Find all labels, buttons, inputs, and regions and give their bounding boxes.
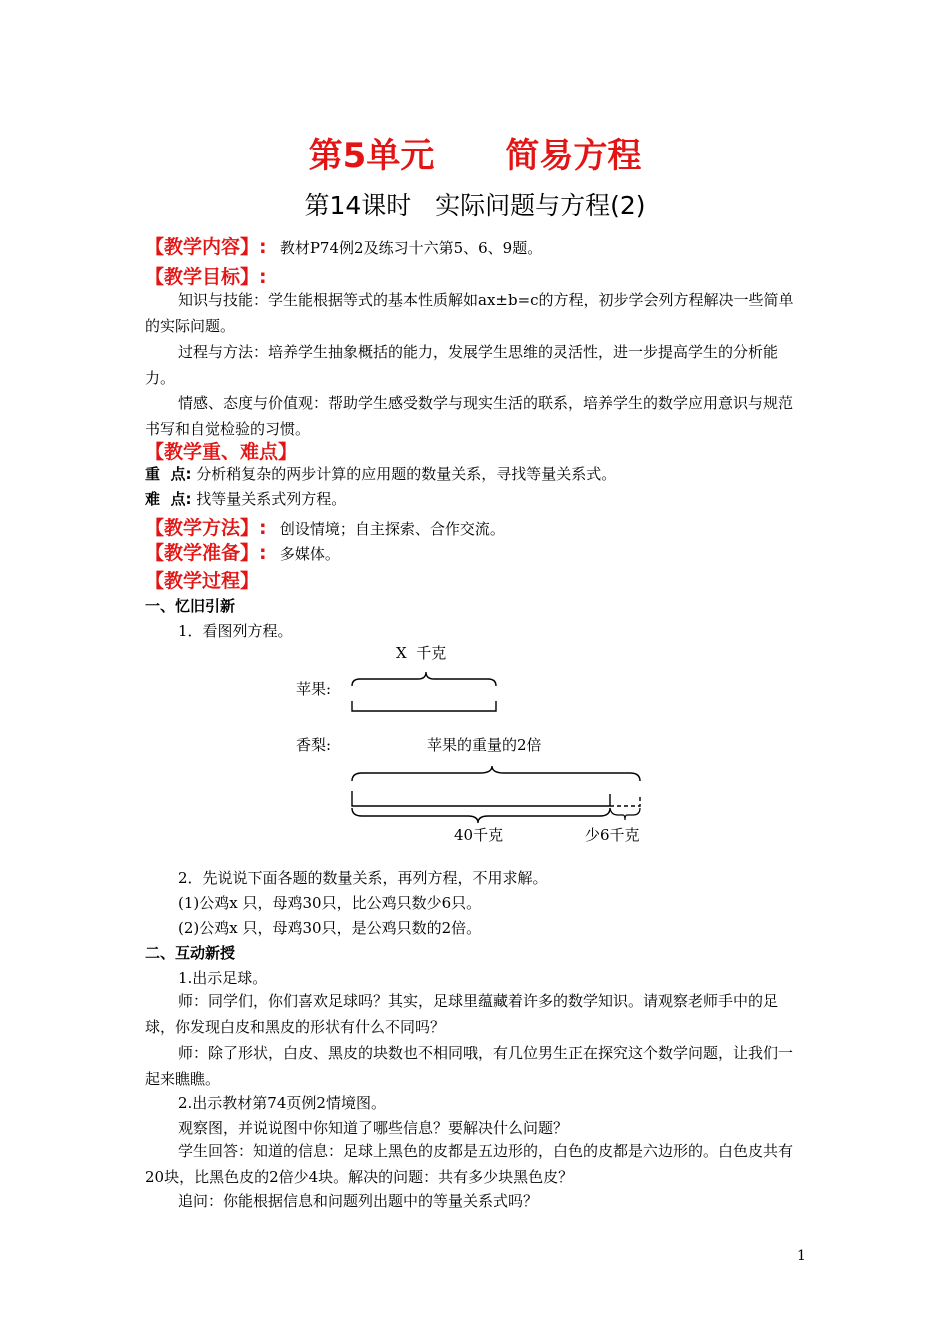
unit-title: 第5单元 简易方程 [308,136,642,176]
line-segment-diagram [280,636,680,856]
process-heading: 【教学过程】 [145,570,260,592]
apple-label: 苹果: [296,680,332,698]
part2-s6: 学生回答：知道的信息：足球上黑色的皮都是五边形的，白色的皮都是六边形的。白色皮共有20块，比黑色皮的2倍少4块。解决的问题：共有多少块黑色皮？ [145,1142,794,1186]
difficulty-label: 难 点: [145,490,192,508]
apple-brace [352,672,496,686]
pear-segment [352,791,610,806]
difficulty-text: 找等量关系式列方程。 [196,490,347,508]
method-heading: 【教学方法】: [145,517,267,539]
apple-segment [352,701,496,711]
part2-s2: 师：同学们，你们喜欢足球吗？其实，足球里蕴藏着许多的数学知识。请观察老师手中的足球，你发现白皮和黑皮的形状有什么不同吗？ [145,992,779,1036]
goal-process: 过程与方法：培养学生抽象概括的能力，发展学生思维的灵活性，进一步提高学生的分析能力。 [145,343,779,387]
part1-item2: 2．先说说下面各题的数量关系，再列方程，不用求解。 [178,869,548,887]
key-label: 重 点: [145,465,192,483]
total-label: 40千克 [454,826,504,844]
pear-brace [352,766,640,781]
total-brace [352,808,610,823]
content-heading: 【教学内容】: [145,236,267,258]
part1-sub1: (1)公鸡x 只，母鸡30只，比公鸡只数少6只。 [178,894,482,912]
key-text: 分析稍复杂的两步计算的应用题的数量关系，寻找等量关系式。 [196,465,617,483]
part2-s4: 2.出示教材第74页例2情境图。 [178,1094,386,1112]
part2-s7: 追问：你能根据信息和问题列出题中的等量关系式吗？ [178,1192,539,1210]
part2-s5: 观察图，并说说图中你知道了哪些信息？要解决什么问题？ [178,1119,569,1137]
keypoints-heading: 【教学重、难点】 [145,441,298,463]
less-dashed-segment [610,794,640,806]
lesson-title: 第14课时 实际问题与方程(2) [304,191,646,220]
double-label: 苹果的重量的2倍 [427,736,542,754]
goals-heading: 【教学目标】: [145,266,267,288]
goal-emotion: 情感、态度与价值观：帮助学生感受数学与现实生活的联系，培养学生的数学应用意识与规范书写和自觉检验的习惯。 [145,394,794,438]
less-brace [610,808,640,820]
content-text: 教材P74例2及练习十六第5、6、9题。 [279,239,543,257]
part2-heading: 二、互动新授 [145,944,236,962]
pear-label: 香梨: [296,736,332,754]
x-kg-label: X 千克 [396,644,447,662]
prep-heading: 【教学准备】: [145,542,267,564]
part2-s3: 师：除了形状，白皮、黑皮的块数也不相同哦，有几位男生正在探究这个数学问题，让我们一起来瞧瞧。 [145,1044,794,1088]
page-number: 1 [797,1248,806,1264]
prep-text: 多媒体。 [279,545,340,563]
difficulty-row [145,488,346,509]
part1-item1: 1．看图列方程。 [178,622,293,640]
key-point-row [145,463,616,484]
prep-heading-row [145,538,340,565]
method-heading-row [145,513,505,540]
method-text: 创设情境；自主探索、合作交流。 [279,520,505,538]
content-heading-row [145,232,542,259]
less-label: 少6千克 [585,826,640,844]
goal-knowledge: 知识与技能：学生能根据等式的基本性质解如ax±b=c的方程，初步学会列方程解决一些简单的实际问题。 [145,291,794,335]
part1-heading: 一、忆旧引新 [145,597,236,615]
part1-sub2: (2)公鸡x 只，母鸡30只，是公鸡只数的2倍。 [178,919,482,937]
part2-s1: 1.出示足球。 [178,969,268,987]
